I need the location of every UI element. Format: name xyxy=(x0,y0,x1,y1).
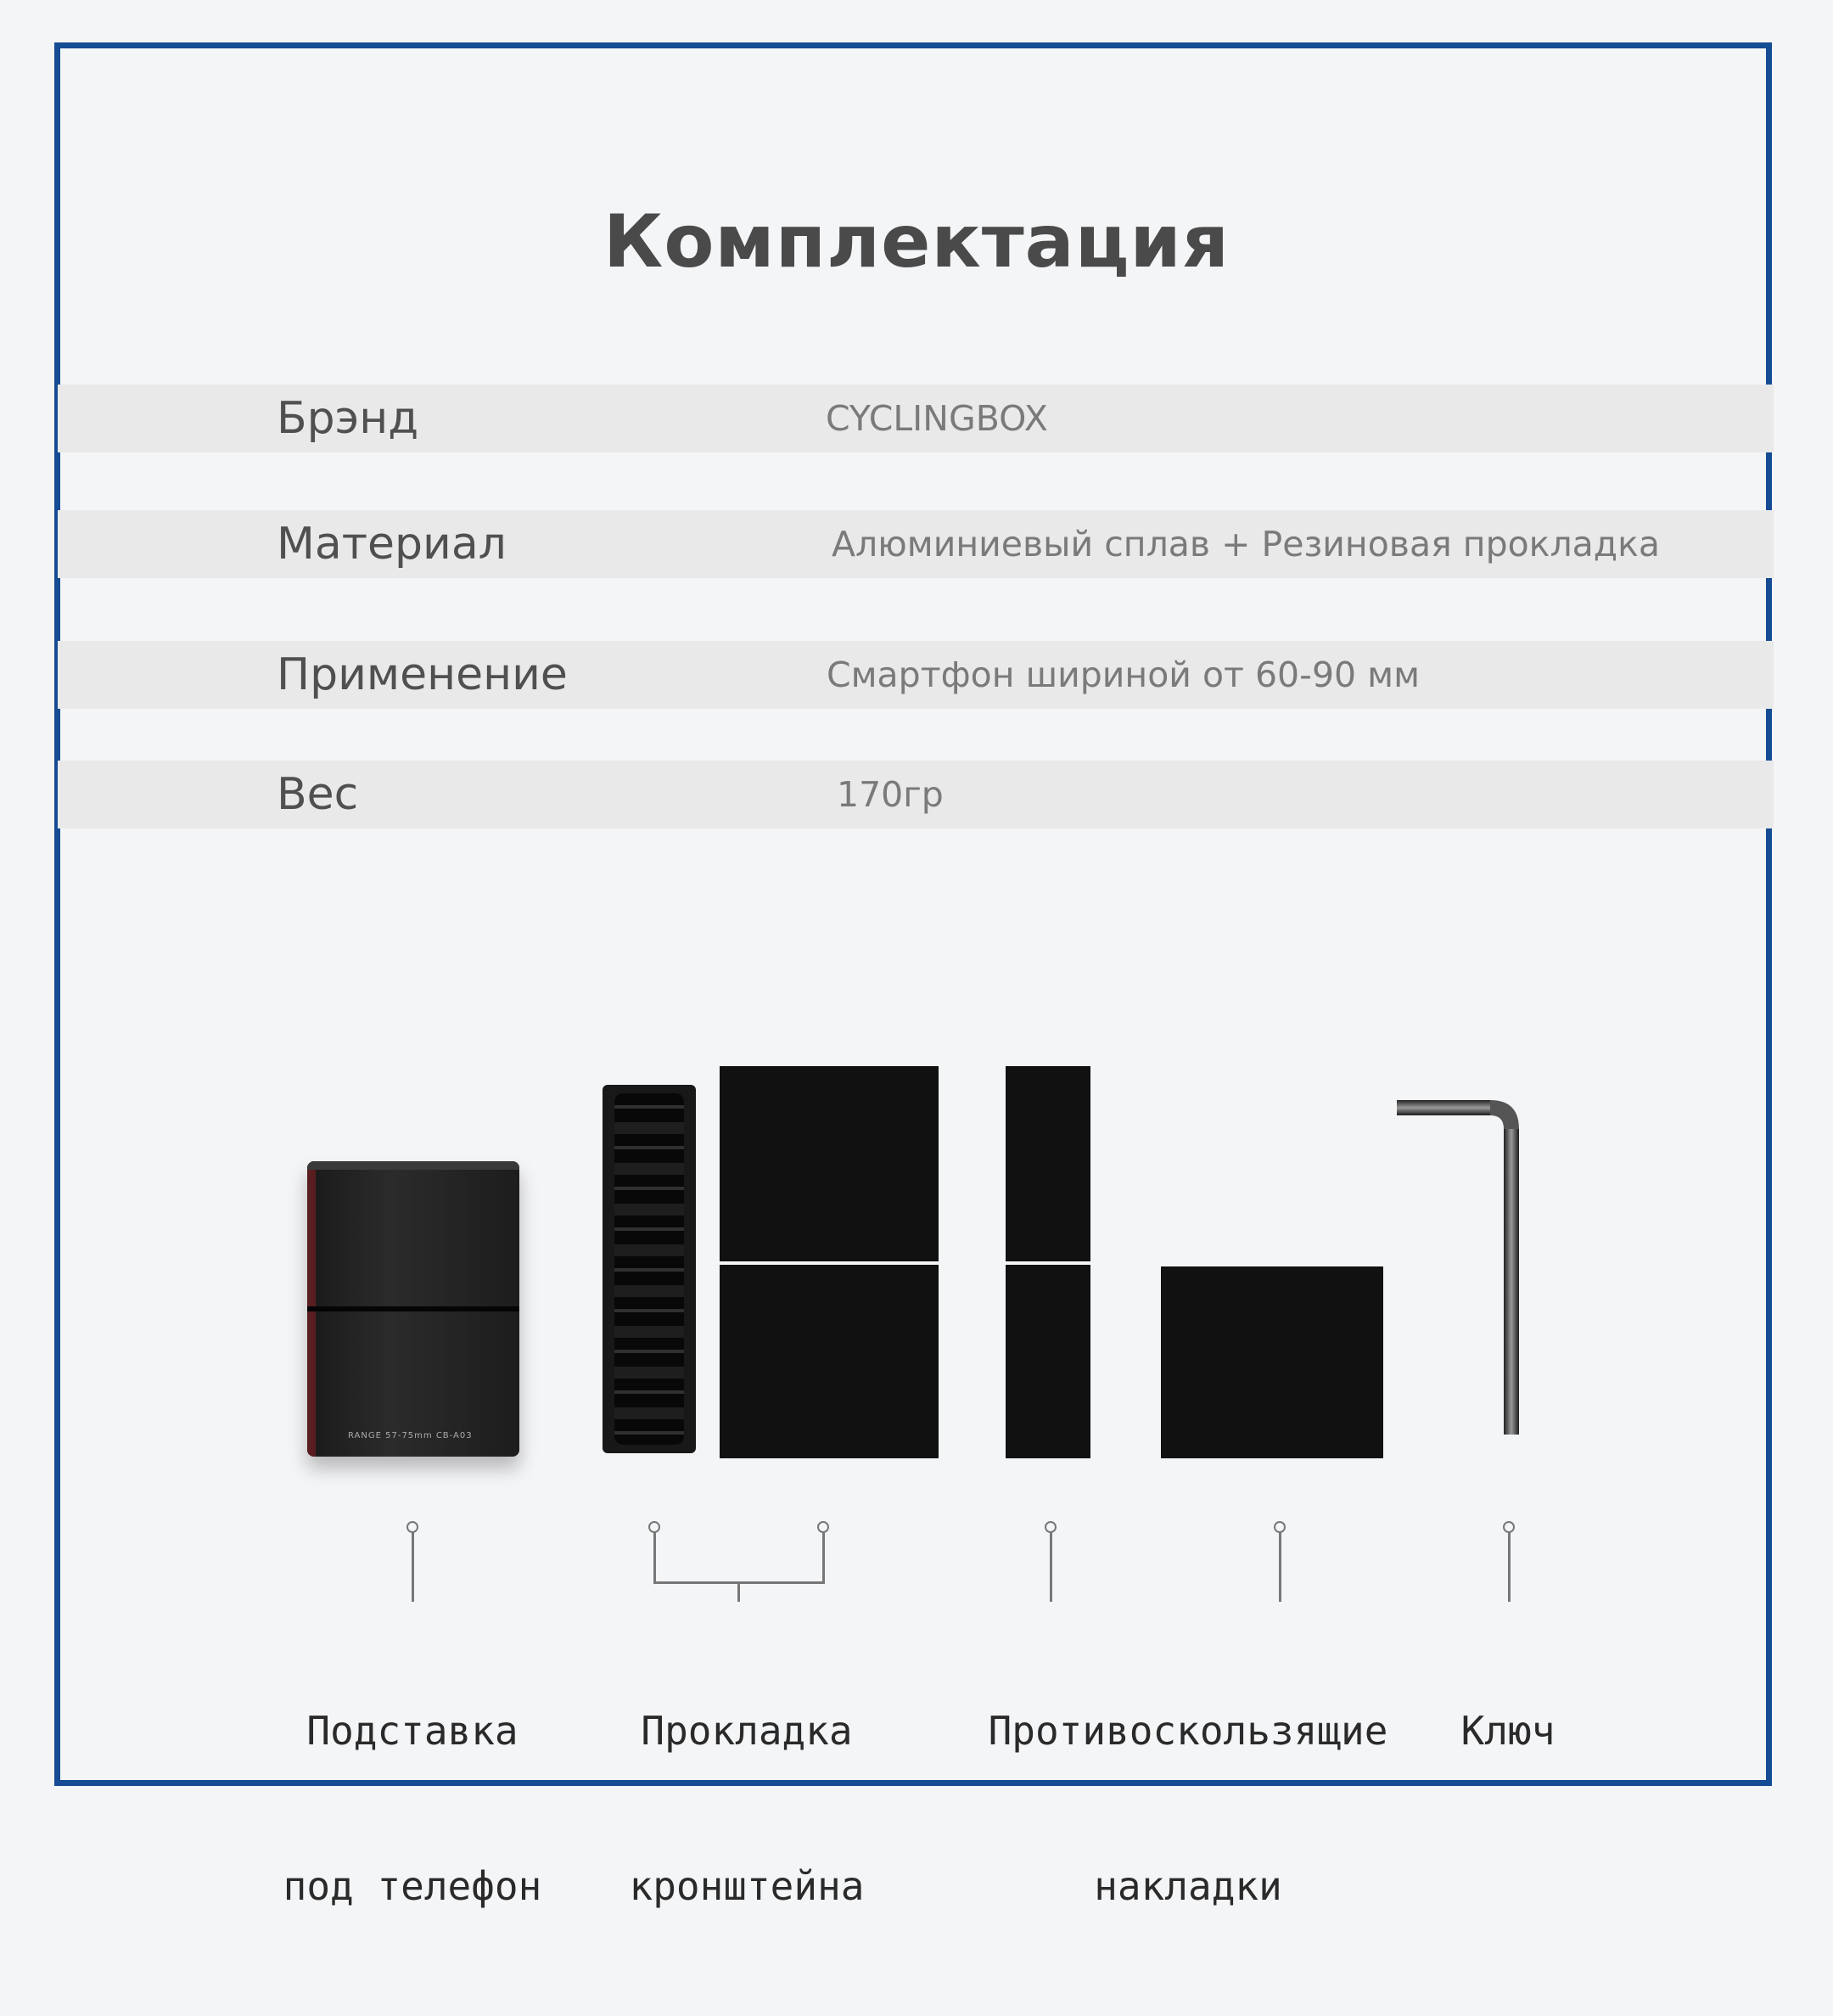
spec-value: CYCLINGBOX xyxy=(826,398,1048,439)
bracket-pad-top xyxy=(720,1066,939,1261)
callout-dot xyxy=(1503,1521,1515,1533)
caption-line: Подставка xyxy=(306,1708,519,1754)
rubber-ribs xyxy=(614,1093,684,1445)
holder-split-line xyxy=(307,1306,519,1311)
caption-line: накладки xyxy=(1094,1863,1282,1909)
page-title: Комплектация xyxy=(603,199,1230,284)
hex-key-image xyxy=(1392,1095,1528,1452)
spec-value: 170гр xyxy=(837,774,944,815)
rubber-strip-image xyxy=(603,1085,696,1453)
spec-label: Применение xyxy=(277,649,568,700)
hex-key-long-arm xyxy=(1504,1129,1519,1435)
hex-key-short-arm xyxy=(1397,1100,1490,1115)
narrow-pad-bottom xyxy=(1006,1265,1090,1458)
narrow-pad-top xyxy=(1006,1066,1090,1261)
callout-dot xyxy=(817,1521,829,1533)
holder-top-edge xyxy=(307,1161,519,1170)
callout-line xyxy=(1050,1532,1052,1602)
callout-line xyxy=(1279,1532,1281,1602)
phone-holder-image xyxy=(307,1161,519,1457)
bracket-pad-bottom xyxy=(720,1265,939,1458)
caption-line: Противоскользящие xyxy=(988,1708,1388,1754)
caption-anti-slip xyxy=(967,1602,1409,2016)
callout-line xyxy=(737,1581,740,1602)
callout-line xyxy=(1508,1532,1511,1602)
caption-line: кронштейна xyxy=(629,1863,865,1909)
callout-dot xyxy=(406,1521,418,1533)
callout-dot xyxy=(1045,1521,1057,1533)
caption-line: Ключ xyxy=(1460,1708,1556,1754)
spec-value: Алюминиевый сплав + Резиновая прокладка xyxy=(832,524,1661,564)
caption-line: Прокладка xyxy=(641,1708,853,1754)
callout-line xyxy=(822,1532,825,1583)
callout-line xyxy=(412,1532,414,1602)
callout-dot xyxy=(1274,1521,1286,1533)
caption-key xyxy=(1423,1602,1593,1861)
hex-key-bend xyxy=(1490,1100,1519,1129)
spec-value: Смартфон шириной от 60-90 мм xyxy=(827,654,1421,695)
caption-bracket-pad xyxy=(577,1602,916,2016)
caption-phone-holder xyxy=(243,1602,582,2016)
callout-dot xyxy=(648,1521,660,1533)
callout-line xyxy=(653,1532,656,1583)
spec-label: Брэнд xyxy=(277,393,419,444)
spec-label: Материал xyxy=(277,519,507,570)
anti-slip-pad xyxy=(1161,1266,1383,1458)
caption-line: под телефон xyxy=(283,1863,542,1909)
spec-label: Вес xyxy=(277,769,359,820)
holder-print: RANGE 57-75mm CB-A03 xyxy=(348,1431,473,1440)
